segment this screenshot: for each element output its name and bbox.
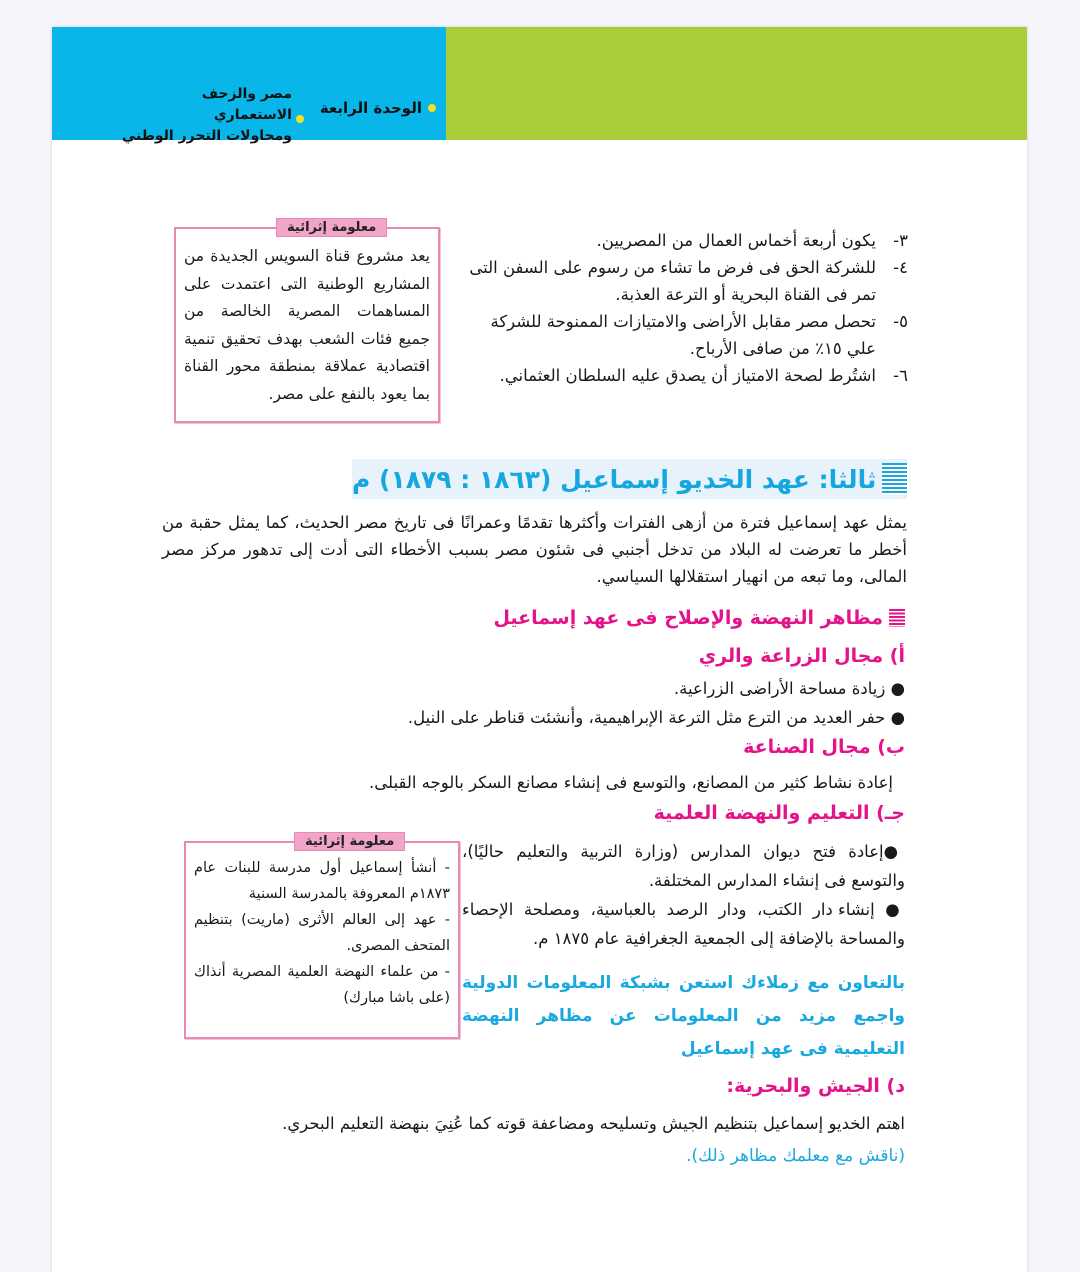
bullet-text: حفر العديد من الترع مثل الترعة الإبراهيمية، وأنشئت قناطر على النيل. (407, 708, 886, 727)
textbook-page (52, 27, 1027, 1272)
info-line: - من علماء النهضة العلمية المصرية أنذاك (على باشا مبارك) (194, 964, 450, 1006)
unit-title-line-1: مصر والزحف الاستعماري (201, 86, 292, 123)
concession-terms-list (458, 227, 908, 389)
heading-lines-icon (882, 463, 907, 495)
bullet-text: إعادة فتح ديوان المدارس (وزارة التربية والتعليم حاليًا)، والتوسع فى إنشاء المدارس المختلفة. (462, 842, 905, 890)
education-bullets (462, 837, 905, 953)
discussion-prompt: (ناقش مع معلمك مظاهر ذلك). (686, 1146, 905, 1166)
unit-title-line-2: ومحاولات التحرر الوطني (121, 128, 292, 144)
section-heading (352, 459, 907, 499)
item-text: يكون أربعة أخماس العمال من المصريين. (596, 231, 876, 250)
bullet-text: زيادة مساحة الأراضى الزراعية. (673, 679, 886, 698)
army-text: اهتم الخديو إسماعيل بتنظيم الجيش وتسليحه ومضاعفة قوته كما عُنِيَ بنهضة التعليم البحري. (282, 1114, 905, 1133)
info-box-text: يعد مشروع قناة السويس الجديدة من المشاريع الوطنية التى اعتمدت على المساهمات المصرية الخالصة من جميع فئات الشعب بهدف تحقيق تنمية اقتصادية عملاقة بمنطقة محور القناة بما يعود بالنفع على مصر. (184, 247, 430, 403)
bullet-dot-icon (428, 104, 436, 112)
list-item (458, 254, 908, 308)
army-heading: د) الجيش والبحرية: (726, 1075, 905, 1097)
header-banner-green (446, 27, 1027, 140)
item-text: اشتُرط لصحة الامتياز أن يصدق عليه السلطان العثماني. (499, 366, 876, 385)
enrichment-info-box (174, 220, 440, 423)
item-text: تحصل مصر مقابل الأراضى والامتيازات الممنوحة للشركة علي ١٥٪ من صافى الأرباح. (490, 312, 876, 358)
info-box-text (186, 843, 458, 1017)
item-number: ٦- (893, 366, 908, 385)
item-number: ٣- (893, 231, 908, 250)
list-item: ●إعادة فتح ديوان المدارس (وزارة التربية والتعليم حاليًا)، والتوسع فى إنشاء المدارس المختلفة. (462, 842, 906, 890)
unit-label (320, 99, 436, 117)
education-heading: جـ) التعليم والنهضة العلمية (653, 802, 905, 824)
item-number: ٥- (893, 312, 908, 331)
item-text: للشركة الحق فى فرض ما تشاء من رسوم على السفن التى تمر فى القناة البحرية أو الترعة العذبة. (469, 258, 876, 304)
list-item (458, 227, 908, 254)
reforms-title: مظاهر النهضة والإصلاح فى عهد إسماعيل (493, 607, 883, 629)
intro-paragraph: يمثل عهد إسماعيل فترة من أزهى الفترات وأكثرها تقدمًا وعمرانًا فى تاريخ مصر الحديث، كما يمثل حقبة من أخطر ما تعرضت له البلاد من تدخل أجنبي فى شئون مصر بسبب الأخطاء التى أدت إلى تدهور مركز مصر المالى، وما تبعه من انهيار استقلالها السياسي. (162, 513, 907, 586)
heading-lines-icon (889, 609, 905, 627)
section-title: ثالثا: عهد الخديو إسماعيل (١٨٦٣ : ١٨٧٩) م (352, 464, 877, 494)
bullet-dot-icon (296, 115, 304, 123)
list-item: ● إنشاء دار الكتب، ودار الرصد بالعباسية، ومصلحة الإحصاء والمساحة بالإضافة إلى الجمعية الجغرافية عام ١٨٧٥ م. (462, 900, 905, 948)
industry-text: إعادة نشاط كثير من المصانع، والتوسع فى إنشاء مصانع السكر بالوجه القبلى. (369, 773, 893, 792)
reforms-heading (493, 607, 905, 629)
list-item (458, 308, 908, 362)
agriculture-heading: أ) مجال الزراعة والري (698, 645, 905, 667)
enrichment-info-box (184, 834, 460, 1039)
research-activity: بالتعاون مع زملاءك استعن بشبكة المعلومات الدولية واجمع مزيد من المعلومات عن مظاهر النهضة التعليمية فى عهد إسماعيل (462, 973, 905, 1059)
info-box-tag: معلومة إثرائية (294, 832, 405, 851)
list-item: ● زيادة مساحة الأراضى الزراعية. (673, 679, 905, 698)
item-number: ٤- (893, 258, 908, 277)
info-line: - عهد إلى العالم الأثرى (ماريت) بتنظيم المتحف المصرى. (194, 912, 450, 954)
unit-title (120, 84, 292, 147)
info-box-tag: معلومة إثرائية (276, 218, 387, 237)
unit-label-text: الوحدة الرابعة (319, 99, 422, 117)
header-banner-blue (52, 27, 446, 144)
list-item (458, 362, 908, 389)
industry-heading: ب) مجال الصناعة (743, 736, 905, 758)
info-line: - أنشأ إسماعيل أول مدرسة للبنات عام ١٨٧٣م المعروفة بالمدرسة السنية (194, 860, 450, 902)
list-item: ● حفر العديد من الترع مثل الترعة الإبراهيمية، وأنشئت قناطر على النيل. (407, 708, 905, 727)
bullet-text: إنشاء دار الكتب، ودار الرصد بالعباسية، ومصلحة الإحصاء والمساحة بالإضافة إلى الجمعية الجغرافية عام ١٨٧٥ م. (462, 900, 905, 948)
